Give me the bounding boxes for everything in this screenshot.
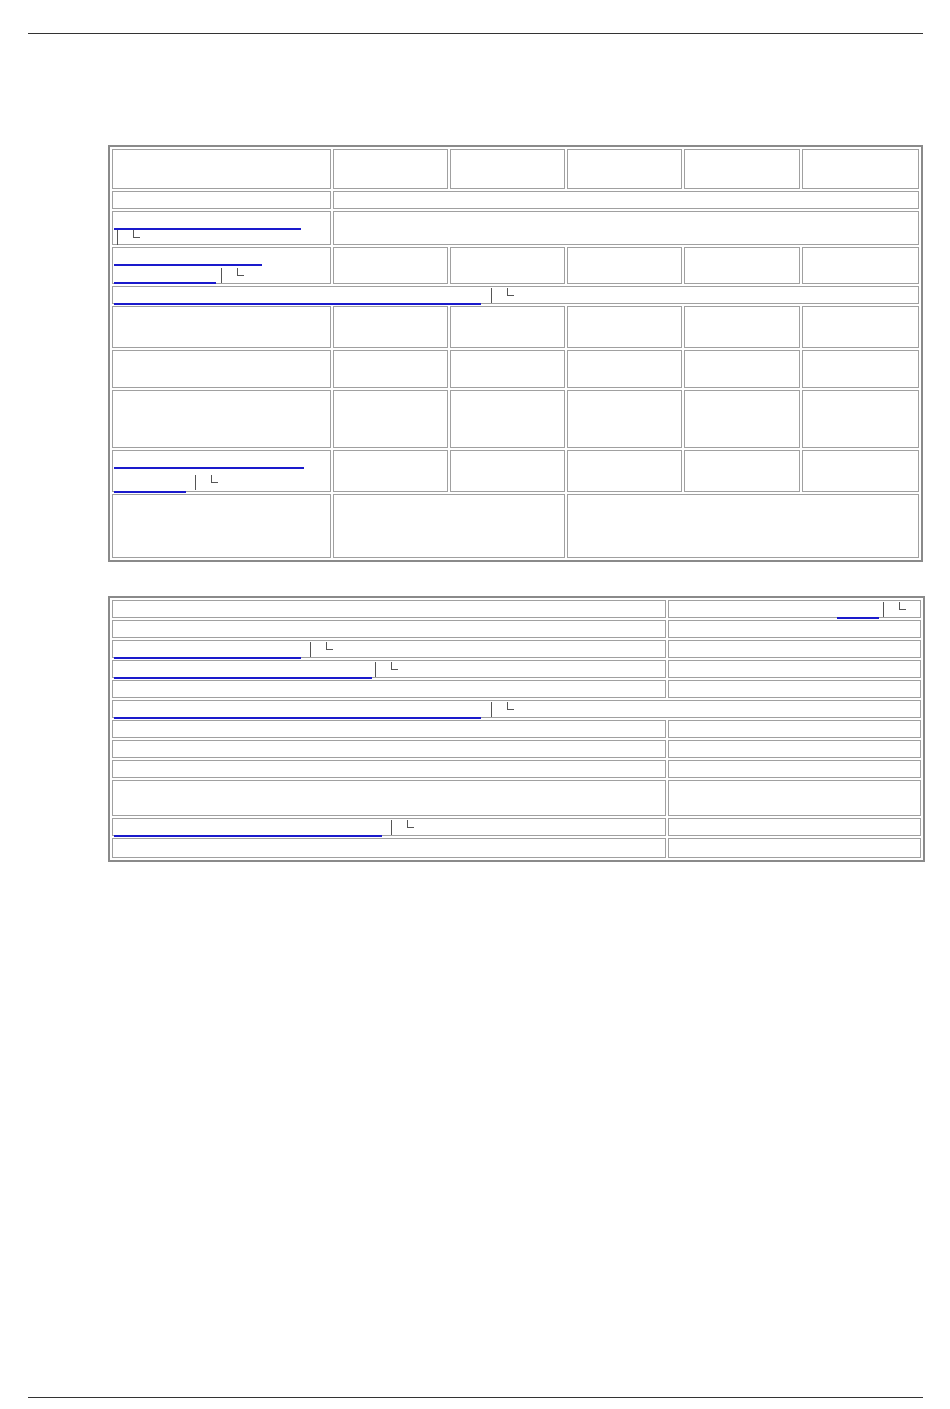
table-row <box>112 640 921 658</box>
header-cell <box>567 149 682 189</box>
table-cell <box>112 780 666 816</box>
table-cell <box>112 740 666 758</box>
table-cell <box>333 211 919 245</box>
section-link[interactable] <box>114 303 481 305</box>
table-cell <box>668 780 921 816</box>
table-cell <box>668 600 921 618</box>
main-table <box>108 145 923 562</box>
table-row <box>112 286 919 304</box>
top-rule <box>28 33 923 34</box>
table-cell <box>668 680 921 698</box>
table-row <box>112 450 919 492</box>
table-row <box>112 700 921 718</box>
table-row <box>112 247 919 284</box>
table-cell <box>802 450 919 492</box>
table-cell <box>333 350 448 388</box>
table-row <box>112 838 921 858</box>
table-row <box>112 600 921 618</box>
table-cell <box>668 620 921 638</box>
doc-icon[interactable] <box>883 602 906 617</box>
table-row <box>112 149 919 189</box>
table-cell <box>567 450 682 492</box>
table-row <box>112 760 921 778</box>
table-cell <box>112 760 666 778</box>
table-cell <box>684 247 799 284</box>
table-cell <box>112 306 331 348</box>
table-cell <box>802 350 919 388</box>
cell-link[interactable] <box>114 467 304 469</box>
header-cell <box>112 149 331 189</box>
table-cell <box>112 350 331 388</box>
table-row <box>112 211 919 245</box>
table-cell <box>112 660 666 678</box>
doc-icon[interactable] <box>195 475 218 490</box>
table-cell <box>333 494 566 558</box>
table-cell <box>802 247 919 284</box>
cell-link[interactable] <box>114 657 301 659</box>
cell-link[interactable] <box>114 491 186 493</box>
doc-icon[interactable] <box>310 642 333 657</box>
table-row <box>112 720 921 738</box>
secondary-table <box>108 596 925 862</box>
table-cell <box>567 247 682 284</box>
table-cell <box>112 720 666 738</box>
table-cell <box>112 191 331 209</box>
table-cell <box>333 191 919 209</box>
table-cell <box>333 450 448 492</box>
bottom-rule <box>28 1397 923 1398</box>
table-cell <box>112 450 331 492</box>
table-row <box>112 818 921 836</box>
table-row <box>112 780 921 816</box>
doc-icon[interactable] <box>491 702 514 717</box>
table-row <box>112 494 919 558</box>
header-cell <box>450 149 565 189</box>
table-cell <box>567 306 682 348</box>
cell-link[interactable] <box>837 617 879 619</box>
table-cell <box>684 306 799 348</box>
table-cell <box>333 247 448 284</box>
table-cell <box>450 306 565 348</box>
table-row <box>112 350 919 388</box>
doc-icon[interactable] <box>491 288 514 303</box>
table-row <box>112 680 921 698</box>
table-row <box>112 660 921 678</box>
table-cell <box>668 740 921 758</box>
header-cell <box>802 149 919 189</box>
table-cell <box>668 838 921 858</box>
table-cell <box>450 390 565 448</box>
table-cell <box>112 620 666 638</box>
doc-icon[interactable] <box>391 820 414 835</box>
table-cell <box>112 286 919 304</box>
table-cell <box>112 211 331 245</box>
table-row <box>112 306 919 348</box>
table-cell <box>112 680 666 698</box>
table-cell <box>668 818 921 836</box>
cell-link[interactable] <box>114 677 372 679</box>
table-cell <box>112 247 331 284</box>
cell-link[interactable] <box>114 264 262 266</box>
table-cell <box>668 760 921 778</box>
cell-link[interactable] <box>114 228 301 230</box>
cell-link[interactable] <box>114 282 216 284</box>
table-cell <box>112 818 666 836</box>
table-cell <box>567 350 682 388</box>
doc-icon[interactable] <box>117 230 140 245</box>
table-cell <box>668 720 921 738</box>
table-cell <box>112 600 666 618</box>
table-cell <box>450 350 565 388</box>
table-cell <box>567 390 682 448</box>
table-cell <box>567 494 919 558</box>
table-row <box>112 191 919 209</box>
table-cell <box>450 247 565 284</box>
section-link[interactable] <box>114 717 481 719</box>
table-cell <box>112 838 666 858</box>
table-cell <box>112 700 921 718</box>
table-row <box>112 620 921 638</box>
table-cell <box>668 640 921 658</box>
table-cell <box>112 390 331 448</box>
table-cell <box>668 660 921 678</box>
table-cell <box>802 390 919 448</box>
table-cell <box>450 450 565 492</box>
table-cell <box>333 390 448 448</box>
table-cell <box>684 390 799 448</box>
table-cell <box>112 494 331 558</box>
table-row <box>112 740 921 758</box>
table-cell <box>802 306 919 348</box>
table-cell <box>112 640 666 658</box>
header-cell <box>684 149 799 189</box>
doc-icon[interactable] <box>221 268 244 283</box>
table-cell <box>684 350 799 388</box>
doc-icon[interactable] <box>375 662 398 677</box>
table-cell <box>684 450 799 492</box>
table-row <box>112 390 919 448</box>
header-cell <box>333 149 448 189</box>
table-cell <box>333 306 448 348</box>
cell-link[interactable] <box>114 835 382 837</box>
